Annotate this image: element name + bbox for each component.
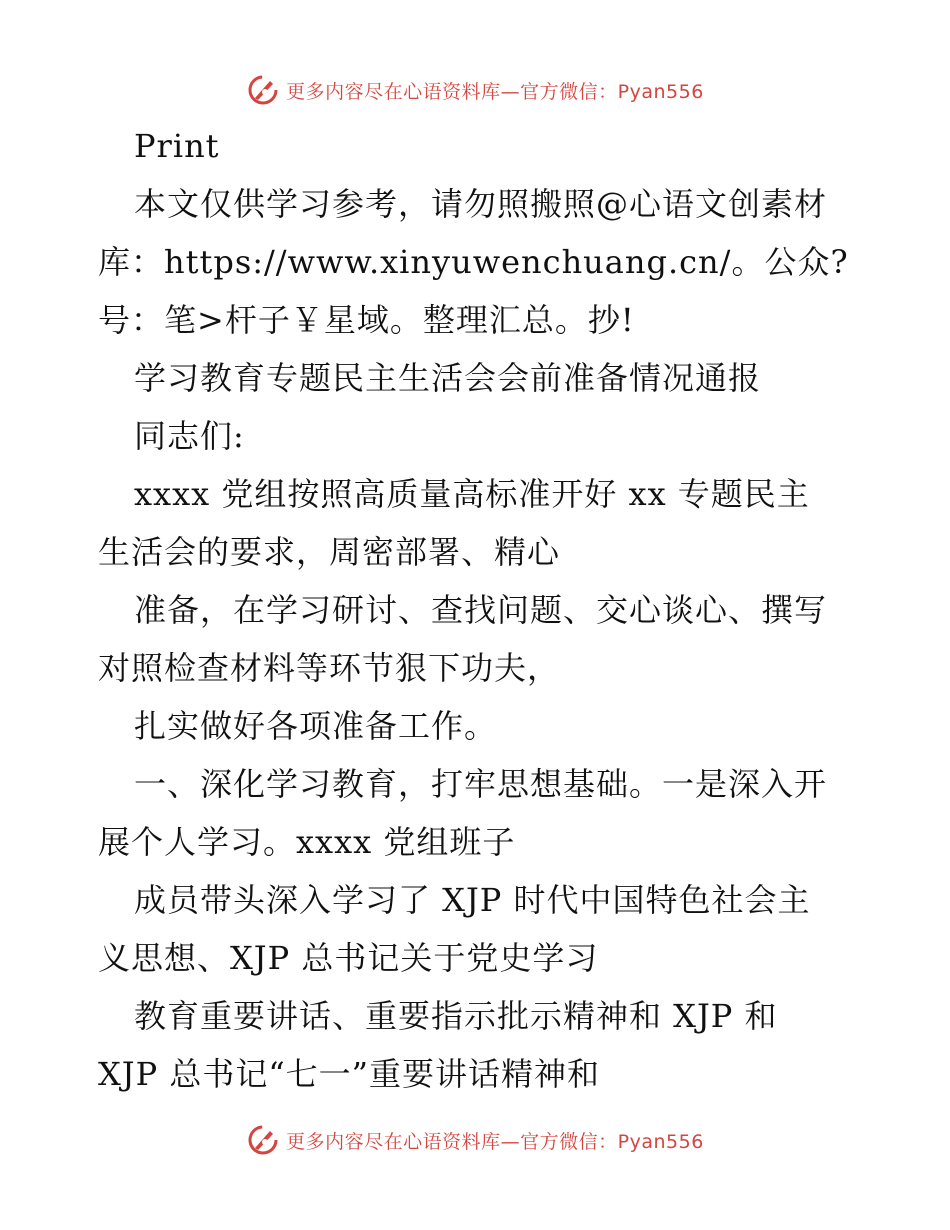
text-line: 生活会的要求，周密部署、精心 [98, 533, 561, 571]
footer-watermark [0, 1120, 950, 1160]
brush-logo-icon [246, 1123, 280, 1157]
text-line: 成员带头深入学习了 XJP 时代中国特色社会主 [134, 881, 811, 919]
text-line: 本文仅供学习参考，请勿照搬照@心语文创素材 [134, 185, 828, 223]
text-line: 教育重要讲话、重要指示批示精神和 XJP 和 [134, 997, 778, 1035]
watermark-text: 更多内容尽在心语资料库—官方微信：Pyan556 [286, 1130, 704, 1153]
text-line: 库：https://www.xinyuwenchuang.cn/。公众? [98, 243, 849, 281]
text-line: Print [134, 127, 220, 165]
text-line: xxxx 党组按照高质量高标准开好 xx 专题民主 [134, 475, 810, 513]
brush-logo-icon [246, 73, 280, 107]
text-line: 义思想、XJP 总书记关于党史学习 [98, 939, 599, 977]
document-body [98, 117, 858, 1103]
header-watermark [0, 70, 950, 110]
text-line: XJP 总书记“七一”重要讲话精神和 [98, 1055, 601, 1093]
watermark-text: 更多内容尽在心语资料库—官方微信：Pyan556 [286, 80, 704, 103]
text-line: 号：笔>杆子￥星域。整理汇总。抄! [98, 301, 635, 339]
text-line: 扎实做好各项准备工作。 [134, 707, 498, 745]
text-line: 展个人学习。xxxx 党组班子 [98, 823, 516, 861]
text-line: 对照检查材料等环节狠下功夫， [98, 649, 561, 687]
text-line: 同志们: [134, 417, 245, 455]
text-line: 一、深化学习教育，打牢思想基础。一是深入开 [134, 765, 828, 803]
text-line: 学习教育专题民主生活会会前准备情况通报 [134, 359, 762, 397]
text-line: 准备，在学习研讨、查找问题、交心谈心、撰写 [134, 591, 828, 629]
